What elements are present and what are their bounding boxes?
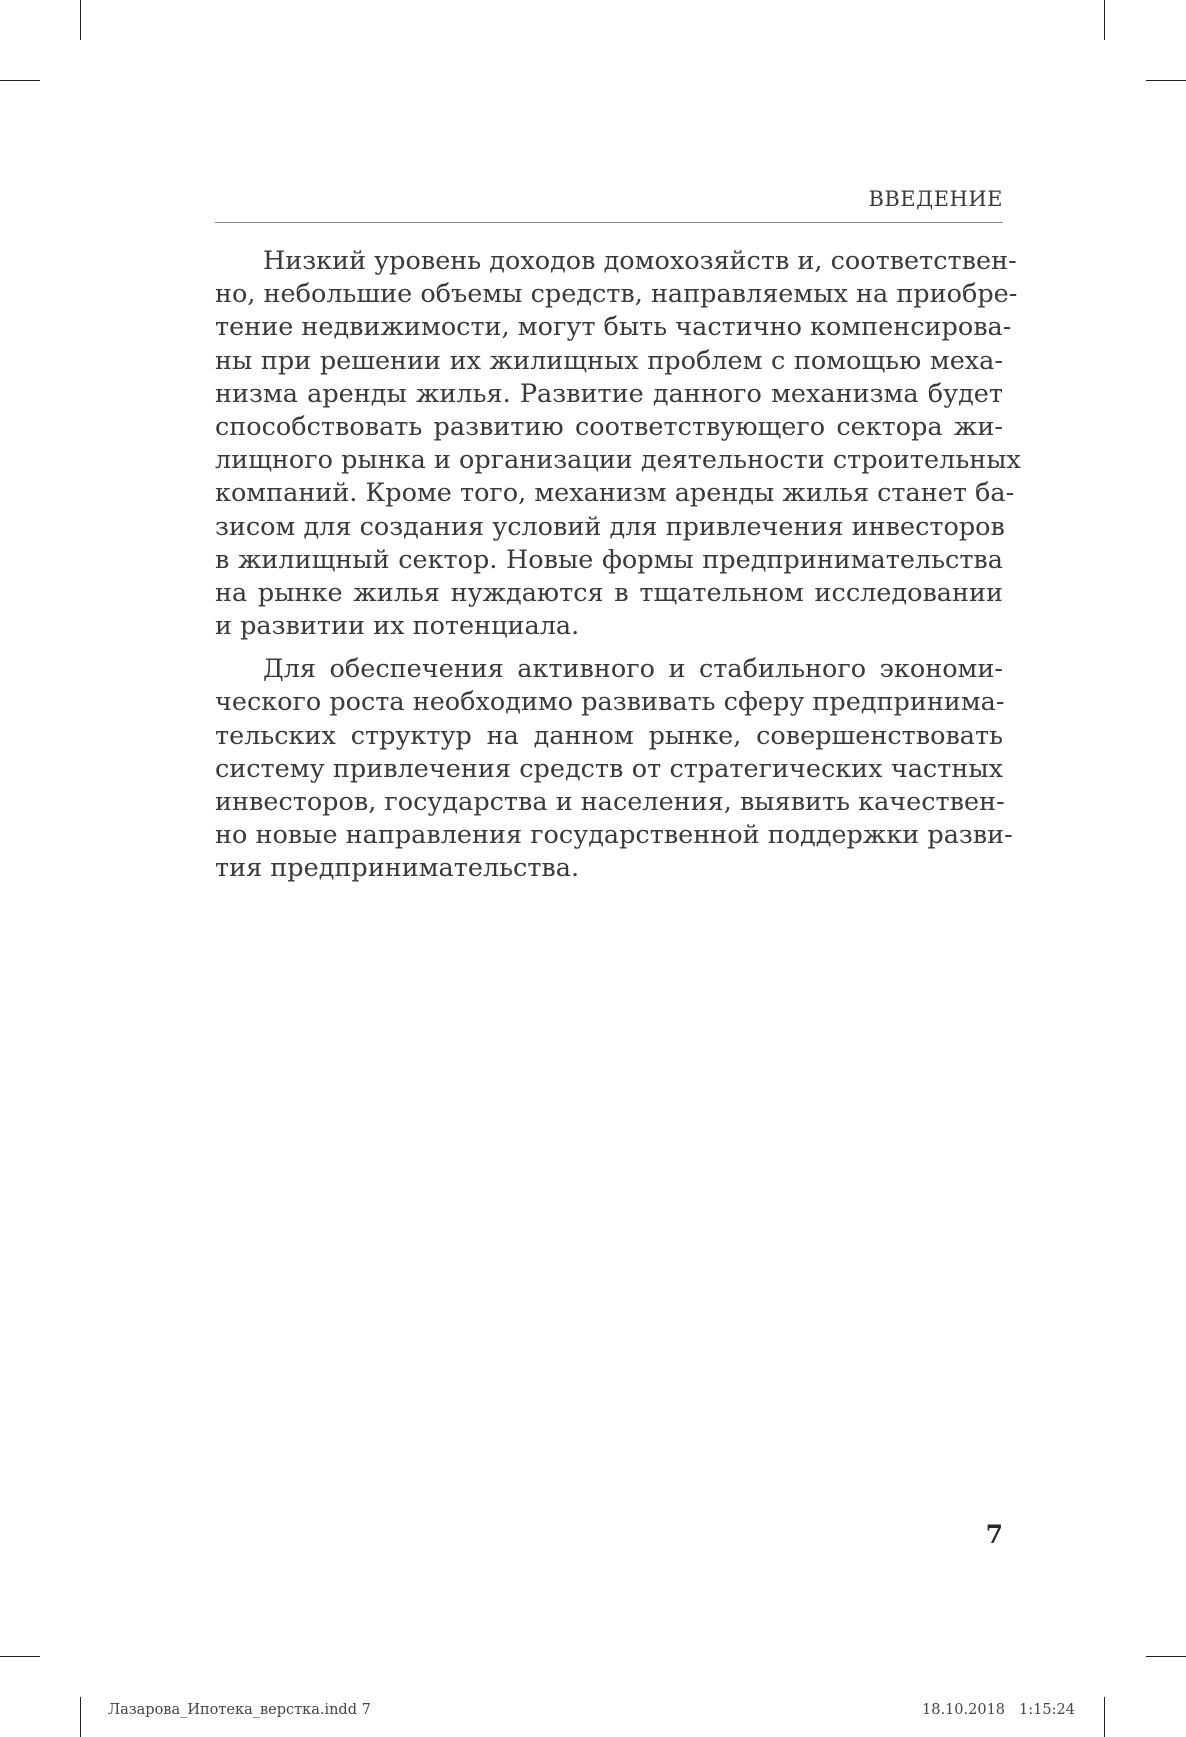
- text-line: но новые направления государственной поддержки разви-: [215, 820, 1013, 851]
- text-line: ны при решении их жилищных проблем с помощью меха-: [215, 345, 1003, 376]
- text-line: но, небольшие объемы средств, направляемых на приобре-: [215, 279, 1018, 310]
- crop-mark-bottom-left: [80, 1697, 81, 1737]
- crop-mark-top-right: [1104, 0, 1105, 40]
- slug-date: 18.10.2018: [922, 1702, 1006, 1718]
- text-line: и развитии их потенциала.: [215, 611, 580, 642]
- text-line: на рынке жилья нуждаются в тщательном исследовании: [215, 577, 1003, 608]
- text-line: способствовать развитию соответствующего сектора жи-: [215, 411, 1003, 442]
- text-line: инвесторов, государства и населения, выявить качествен-: [215, 787, 1005, 817]
- text-line: низма аренды жилья. Развитие данного механизма будет: [215, 378, 1003, 409]
- crop-mark-left-top: [0, 80, 40, 81]
- text-line: тельских структур на данном рынке, совершенствовать: [215, 720, 1003, 751]
- text-line: тение недвижимости, могут быть частично компенсирова-: [215, 312, 1012, 343]
- running-head-title: ВВЕДЕНИЕ: [868, 187, 1003, 211]
- slug-timestamp: [922, 1702, 1075, 1718]
- body-text: [215, 245, 1021, 896]
- crop-mark-top-left: [80, 0, 81, 40]
- slug-file-name: Лазарова_Ипотека_верстка.indd 7: [108, 1702, 371, 1718]
- paragraph-2: [215, 653, 1013, 885]
- text-line: систему привлечения средств от стратегических частных: [215, 753, 1003, 784]
- crop-mark-right-top: [1146, 80, 1186, 81]
- slug-time: 1:15:24: [1019, 1702, 1075, 1718]
- page-number: 7: [985, 1520, 1003, 1549]
- text-line: компаний. Кроме того, механизм аренды жилья станет ба-: [215, 478, 1015, 509]
- text-line: Для обеспечения активного и стабильного экономи-: [263, 654, 1003, 685]
- crop-mark-right-bottom: [1146, 1656, 1186, 1657]
- text-line: ческого роста необходимо развивать сферу предпринима-: [215, 687, 1005, 718]
- text-line: тия предпринимательства.: [215, 853, 580, 884]
- paragraph-1: [215, 245, 1021, 643]
- running-head-rule: [215, 222, 1003, 223]
- text-line: лищного рынка и организации деятельности строительных: [215, 445, 1021, 476]
- text-line: в жилищный сектор. Новые формы предпринимательства: [215, 544, 1003, 575]
- text-line: Низкий уровень доходов домохозяйств и, соответствен-: [263, 246, 1017, 276]
- text-line: зисом для создания условий для привлечения инвесторов: [215, 511, 1005, 542]
- crop-mark-left-bottom: [0, 1656, 40, 1657]
- crop-mark-bottom-right: [1104, 1697, 1105, 1737]
